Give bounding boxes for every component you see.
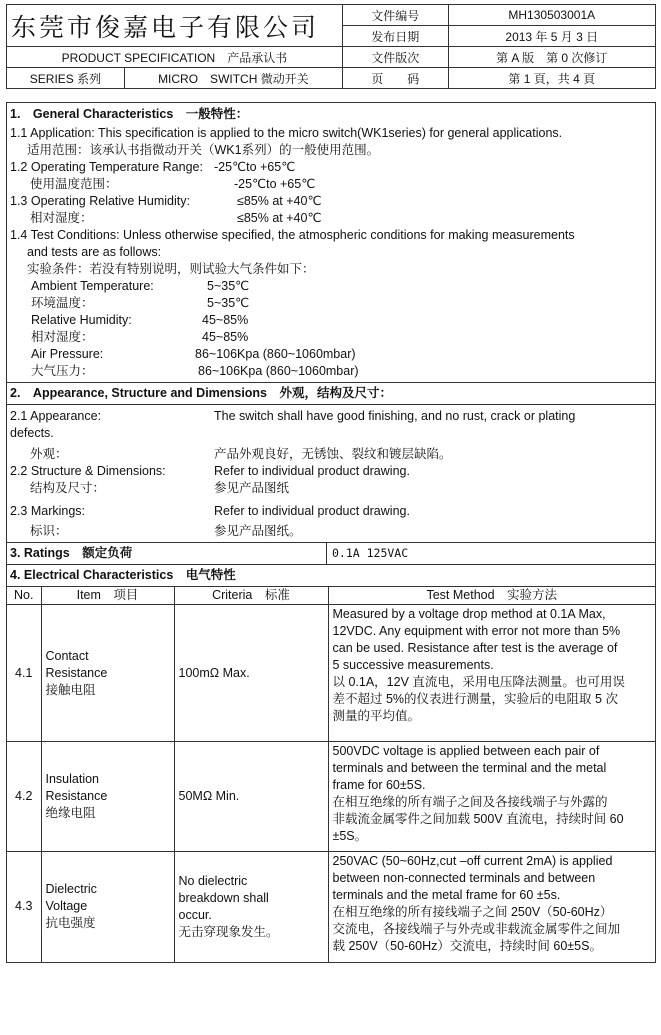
table-row (7, 742, 655, 852)
table-row (7, 605, 655, 742)
structure-cn (7, 480, 655, 497)
humidity-en-key: 1.3 Operating Relative Humidity: (10, 194, 190, 208)
condition-value: 45~85% (202, 330, 249, 344)
row-criteria (174, 852, 328, 962)
method-line: 12VDC. Any equipment with error not more than 5% (332, 624, 621, 638)
electrical-table (7, 587, 655, 962)
item-line: 抗电强度 (45, 916, 96, 931)
appearance-en-cont: defects. (10, 426, 54, 440)
document-header (6, 4, 656, 89)
method-line: terminals and the metal frame for 60 ±5s. (332, 888, 561, 902)
condition-key: 环境温度： (31, 296, 94, 310)
markings-value: Refer to individual product drawing. (214, 504, 410, 518)
humidity-cn-key: 相对湿度： (30, 211, 93, 225)
row-no: 4.2 (7, 742, 41, 852)
criteria-line: No dielectric (178, 873, 248, 888)
humidity-en-value: ≤85% at +40℃ (237, 194, 322, 208)
application-en: 1.1 Application: This specification is applied to the micro switch(WK1series) for general applications. (10, 126, 563, 140)
condition-key: 大气压力： (31, 364, 94, 378)
condition-value: 5~35℃ (207, 296, 250, 310)
table-row (7, 852, 655, 962)
ratings-title: 3. Ratings 额定负荷 (7, 543, 327, 564)
appearance-cn-value: 产品外观良好，无锈蚀、裂纹和镀层缺陷。 (214, 447, 452, 461)
method-line: 在相互绝缘的所有接线端子之间 250V（50-60Hz） (332, 905, 613, 919)
item-line: 绝缘电阻 (45, 806, 96, 820)
column-header-criteria: Criteria 标准 (174, 587, 328, 605)
row-method (328, 605, 655, 742)
method-line: terminals and between the terminal and the metal (332, 761, 607, 775)
appearance-cn-key: 外观： (30, 447, 68, 461)
section-general (7, 103, 655, 383)
section-title: 1. General Characteristics 一般特性： (10, 107, 249, 121)
test-conditions-en-1: 1.4 Test Conditions: Unless otherwise specified, the atmospheric conditions for making measurements (10, 228, 575, 242)
spec-body (6, 102, 656, 963)
spec-page (6, 4, 656, 963)
item-line: Resistance (45, 789, 108, 803)
humidity-en (7, 193, 655, 210)
row-item (41, 852, 174, 962)
series: SERIES 系列 (7, 68, 125, 89)
release-date-label: 发布日期 (342, 26, 448, 47)
method-line: ±5S。 (332, 829, 368, 843)
column-header-no: No. (7, 587, 41, 605)
criteria-line: breakdown shall (178, 890, 269, 905)
test-conditions-en-2: and tests are as follows: (27, 245, 162, 259)
release-date: 2013 年 5 月 3 日 (448, 26, 655, 47)
appearance-value: The switch shall have good finishing, and no rust, crack or plating (214, 409, 576, 423)
condition-key: Ambient Temperature: (31, 279, 154, 293)
condition-row (7, 329, 655, 346)
column-header-method: Test Method 实验方法 (328, 587, 655, 605)
markings-cn-key: 标识： (30, 524, 68, 538)
item-line: Dielectric (45, 882, 97, 897)
markings-key: 2.3 Markings: (10, 504, 86, 518)
method-line: 在相互绝缘的所有端子之间及各接线端子与外露的 (332, 795, 608, 809)
method-line: 载 250V（50-60Hz）交流电，持续时间 60±5S。 (332, 939, 602, 953)
condition-value: 86~106Kpa (860~1060mbar) (198, 364, 359, 378)
temperature-cn-key: 使用温度范围： (30, 177, 118, 191)
condition-row (7, 312, 655, 329)
criteria-line: 50MΩ Min. (178, 789, 240, 803)
structure-en (7, 463, 655, 480)
method-line: Measured by a voltage drop method at 0.1A Max, (332, 607, 606, 621)
temperature-cn-value: -25℃to +65℃ (234, 177, 316, 191)
temperature-cn (7, 176, 655, 193)
structure-cn-key: 结构及尺寸： (30, 481, 106, 495)
structure-value: Refer to individual product drawing. (214, 464, 410, 478)
section-ratings (7, 543, 655, 565)
temperature-en (7, 159, 655, 176)
item-line: Resistance (45, 665, 108, 680)
company-name: 东莞市俊嘉电子有限公司 (7, 5, 343, 47)
page-label: 页 码 (342, 68, 448, 89)
condition-value: 86~106Kpa (860~1060mbar) (195, 347, 356, 361)
version-label: 文件版次 (342, 47, 448, 68)
row-no: 4.1 (7, 605, 41, 742)
ratings-value: 0.1A 125VAC (332, 546, 409, 560)
file-no: MH130503001A (448, 5, 655, 26)
markings-cn (7, 523, 655, 540)
condition-key: Relative Humidity: (31, 313, 132, 327)
product-name: MICRO SWITCH 微动开关 (124, 68, 342, 89)
appearance-cn (7, 446, 655, 463)
section-appearance (7, 383, 655, 543)
item-line: Insulation (45, 772, 100, 786)
row-method (328, 852, 655, 962)
method-line: 交流电，各接线端子与外壳或非载流金属零件之间加 (332, 922, 621, 936)
condition-key: Air Pressure: (31, 347, 104, 361)
condition-row (7, 295, 655, 312)
condition-row (7, 346, 655, 363)
humidity-cn (7, 210, 655, 227)
method-line: 差不超过 5%的仪表进行测量，实验后的电阻取 5 次 (332, 692, 618, 706)
method-line: can be used. Resistance after test is the average of (332, 641, 618, 655)
criteria-line: 无击穿现象发生。 (178, 924, 279, 939)
method-line: 以 0.1A，12V 直流电，采用电压降法测量。也可用误 (332, 675, 625, 689)
condition-value: 5~35℃ (207, 279, 250, 293)
method-line: frame for 60±5S. (332, 778, 426, 792)
method-line: 非载流金属零件之间加载 500V 直流电，持续时间 60 (332, 812, 624, 826)
condition-key: 相对湿度： (31, 330, 94, 344)
version: 第 A 版 第 0 次修订 (448, 47, 655, 68)
column-header-item: Item 项目 (41, 587, 174, 605)
page-number: 第 1 頁，共 4 頁 (448, 68, 655, 89)
condition-row (7, 363, 655, 380)
appearance-en (7, 408, 655, 425)
item-line: 接触电阻 (45, 682, 96, 697)
row-criteria (174, 605, 328, 742)
method-line: between non-connected terminals and between (332, 871, 596, 885)
row-item (41, 605, 174, 742)
row-item (41, 742, 174, 852)
test-conditions-cn: 实验条件：若没有特别说明，则试验大气条件如下： (27, 262, 315, 276)
criteria-line: 100mΩ Max. (178, 665, 250, 680)
row-no: 4.3 (7, 852, 41, 962)
method-line: 5 successive measurements. (332, 658, 494, 672)
row-method (328, 742, 655, 852)
temperature-en-value: -25℃to +65℃ (214, 160, 296, 174)
spec-title: PRODUCT SPECIFICATION 产品承认书 (7, 47, 343, 68)
markings-en (7, 503, 655, 520)
structure-key: 2.2 Structure & Dimensions: (10, 464, 166, 478)
structure-cn-value: 参见产品图纸 (214, 481, 290, 495)
condition-value: 45~85% (202, 313, 249, 327)
method-line: 测量的平均值。 (332, 709, 421, 723)
item-line: Voltage (45, 899, 88, 914)
application-cn: 适用范围：该承认书指微动开关（WK1系列）的一般使用范围。 (27, 143, 380, 157)
method-line: 500VDC voltage is applied between each pair of (332, 744, 600, 758)
appearance-key: 2.1 Appearance: (10, 409, 102, 423)
section-title: 2. Appearance, Structure and Dimensions 外观，结构及尺寸： (7, 383, 655, 405)
section-electrical-title: 4. Electrical Characteristics 电气特性 (7, 565, 655, 587)
condition-row (7, 278, 655, 295)
item-line: Contact (45, 648, 89, 663)
table-header-row (7, 587, 655, 605)
markings-cn-value: 参见产品图纸。 (214, 524, 302, 538)
criteria-line: occur. (178, 907, 212, 922)
method-line: 250VAC (50~60Hz,cut –off current 2mA) is applied (332, 854, 613, 868)
row-criteria (174, 742, 328, 852)
temperature-en-key: 1.2 Operating Temperature Range: (10, 160, 203, 174)
file-no-label: 文件编号 (342, 5, 448, 26)
humidity-cn-value: ≤85% at +40℃ (237, 211, 322, 225)
